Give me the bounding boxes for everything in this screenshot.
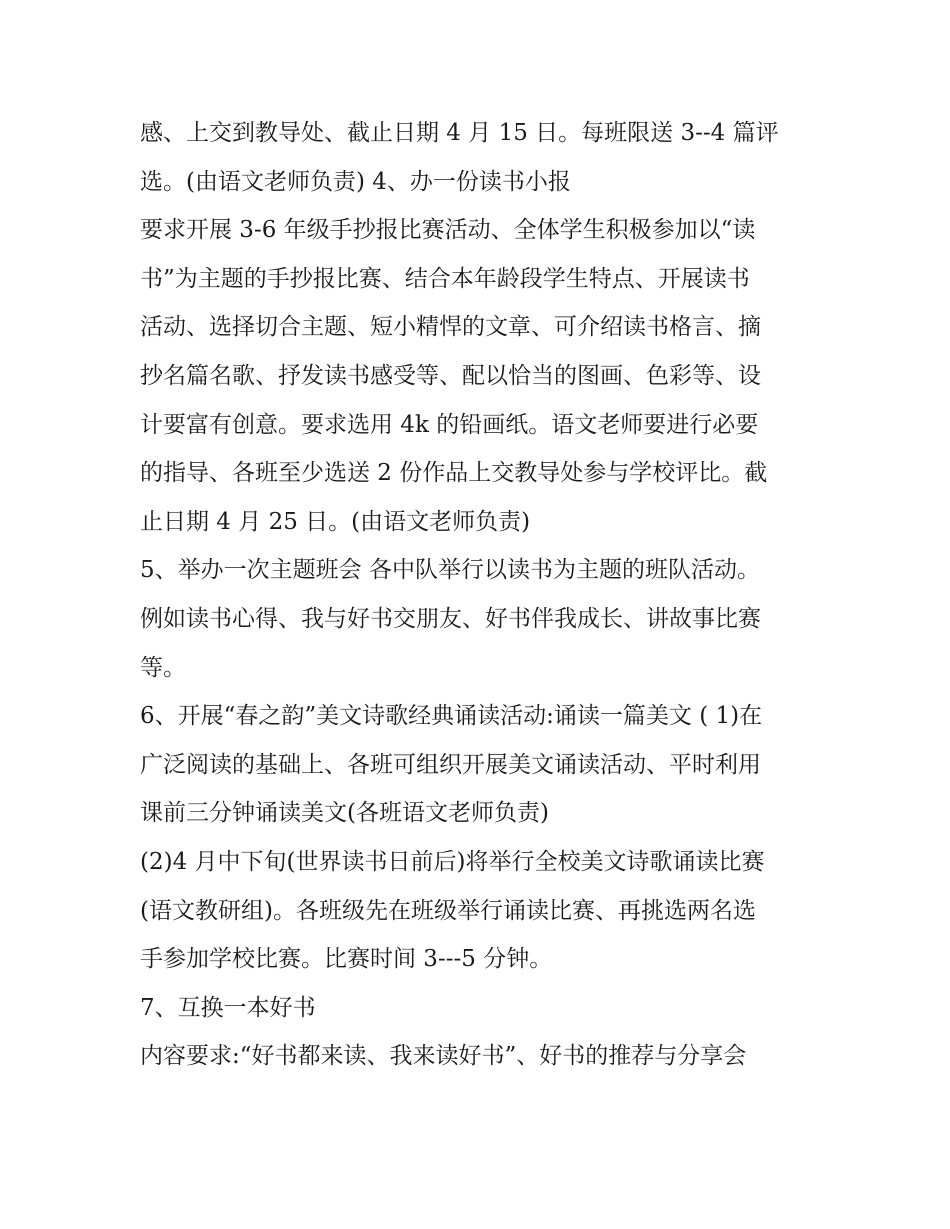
- text-line: 例如读书心得、我与好书交朋友、好书伴我成长、讲故事比赛: [140, 605, 761, 632]
- body-text: [140, 109, 830, 1081]
- text-line: 感、上交到教导处、截止日期 4 月 15 日。每班限送 3--4 篇评: [140, 120, 779, 146]
- text-line: 要求开展 3-6 年级手抄报比赛活动、全体学生积极参加以“读: [140, 217, 756, 244]
- text-line: 手参加学校比赛。比赛时间 3---5 分钟。: [140, 946, 553, 973]
- text-line: 选。(由语文老师负责) 4、办一份读书小报: [140, 168, 571, 195]
- text-line: 书”为主题的手抄报比赛、结合本年龄段学生特点、开展读书: [140, 265, 750, 292]
- section-heading-5: 5、举办一次主题班会 各中队举行以读书为主题的班队活动。: [140, 557, 760, 584]
- text-line: 的指导、各班至少选送 2 份作品上交教导处参与学校评比。截: [140, 460, 768, 487]
- text-line: (2)4 月中下旬(世界读书日前后)将举行全校美文诗歌诵读比赛: [140, 848, 765, 875]
- section-heading-6: 6、开展“春之韵”美文诗歌经典诵读活动:诵读一篇美文 ( 1)在: [140, 703, 763, 730]
- text-line: 计要富有创意。要求选用 4k 的铅画纸。语文老师要进行必要: [140, 411, 759, 438]
- text-line: 抄名篇名歌、抒发读书感受等、配以恰当的图画、色彩等、设: [140, 362, 761, 389]
- text-line: (语文教研组)。各班级先在班级举行诵读比赛、再挑选两名选: [140, 897, 756, 924]
- text-line: 广泛阅读的基础上、各班可组织开展美文诵读活动、平时利用: [140, 751, 761, 778]
- text-line: 等。: [140, 654, 186, 681]
- text-line: 内容要求:“好书都来读、我来读好书”、好书的推荐与分享会: [140, 1043, 747, 1070]
- text-line: 课前三分钟诵读美文(各班语文老师负责): [140, 800, 549, 827]
- text-line: 止日期 4 月 25 日。(由语文老师负责): [140, 508, 531, 535]
- text-line: 活动、选择切合主题、短小精悍的文章、可介绍读书格言、摘: [140, 314, 761, 341]
- section-heading-7: 7、互换一本好书: [140, 994, 316, 1021]
